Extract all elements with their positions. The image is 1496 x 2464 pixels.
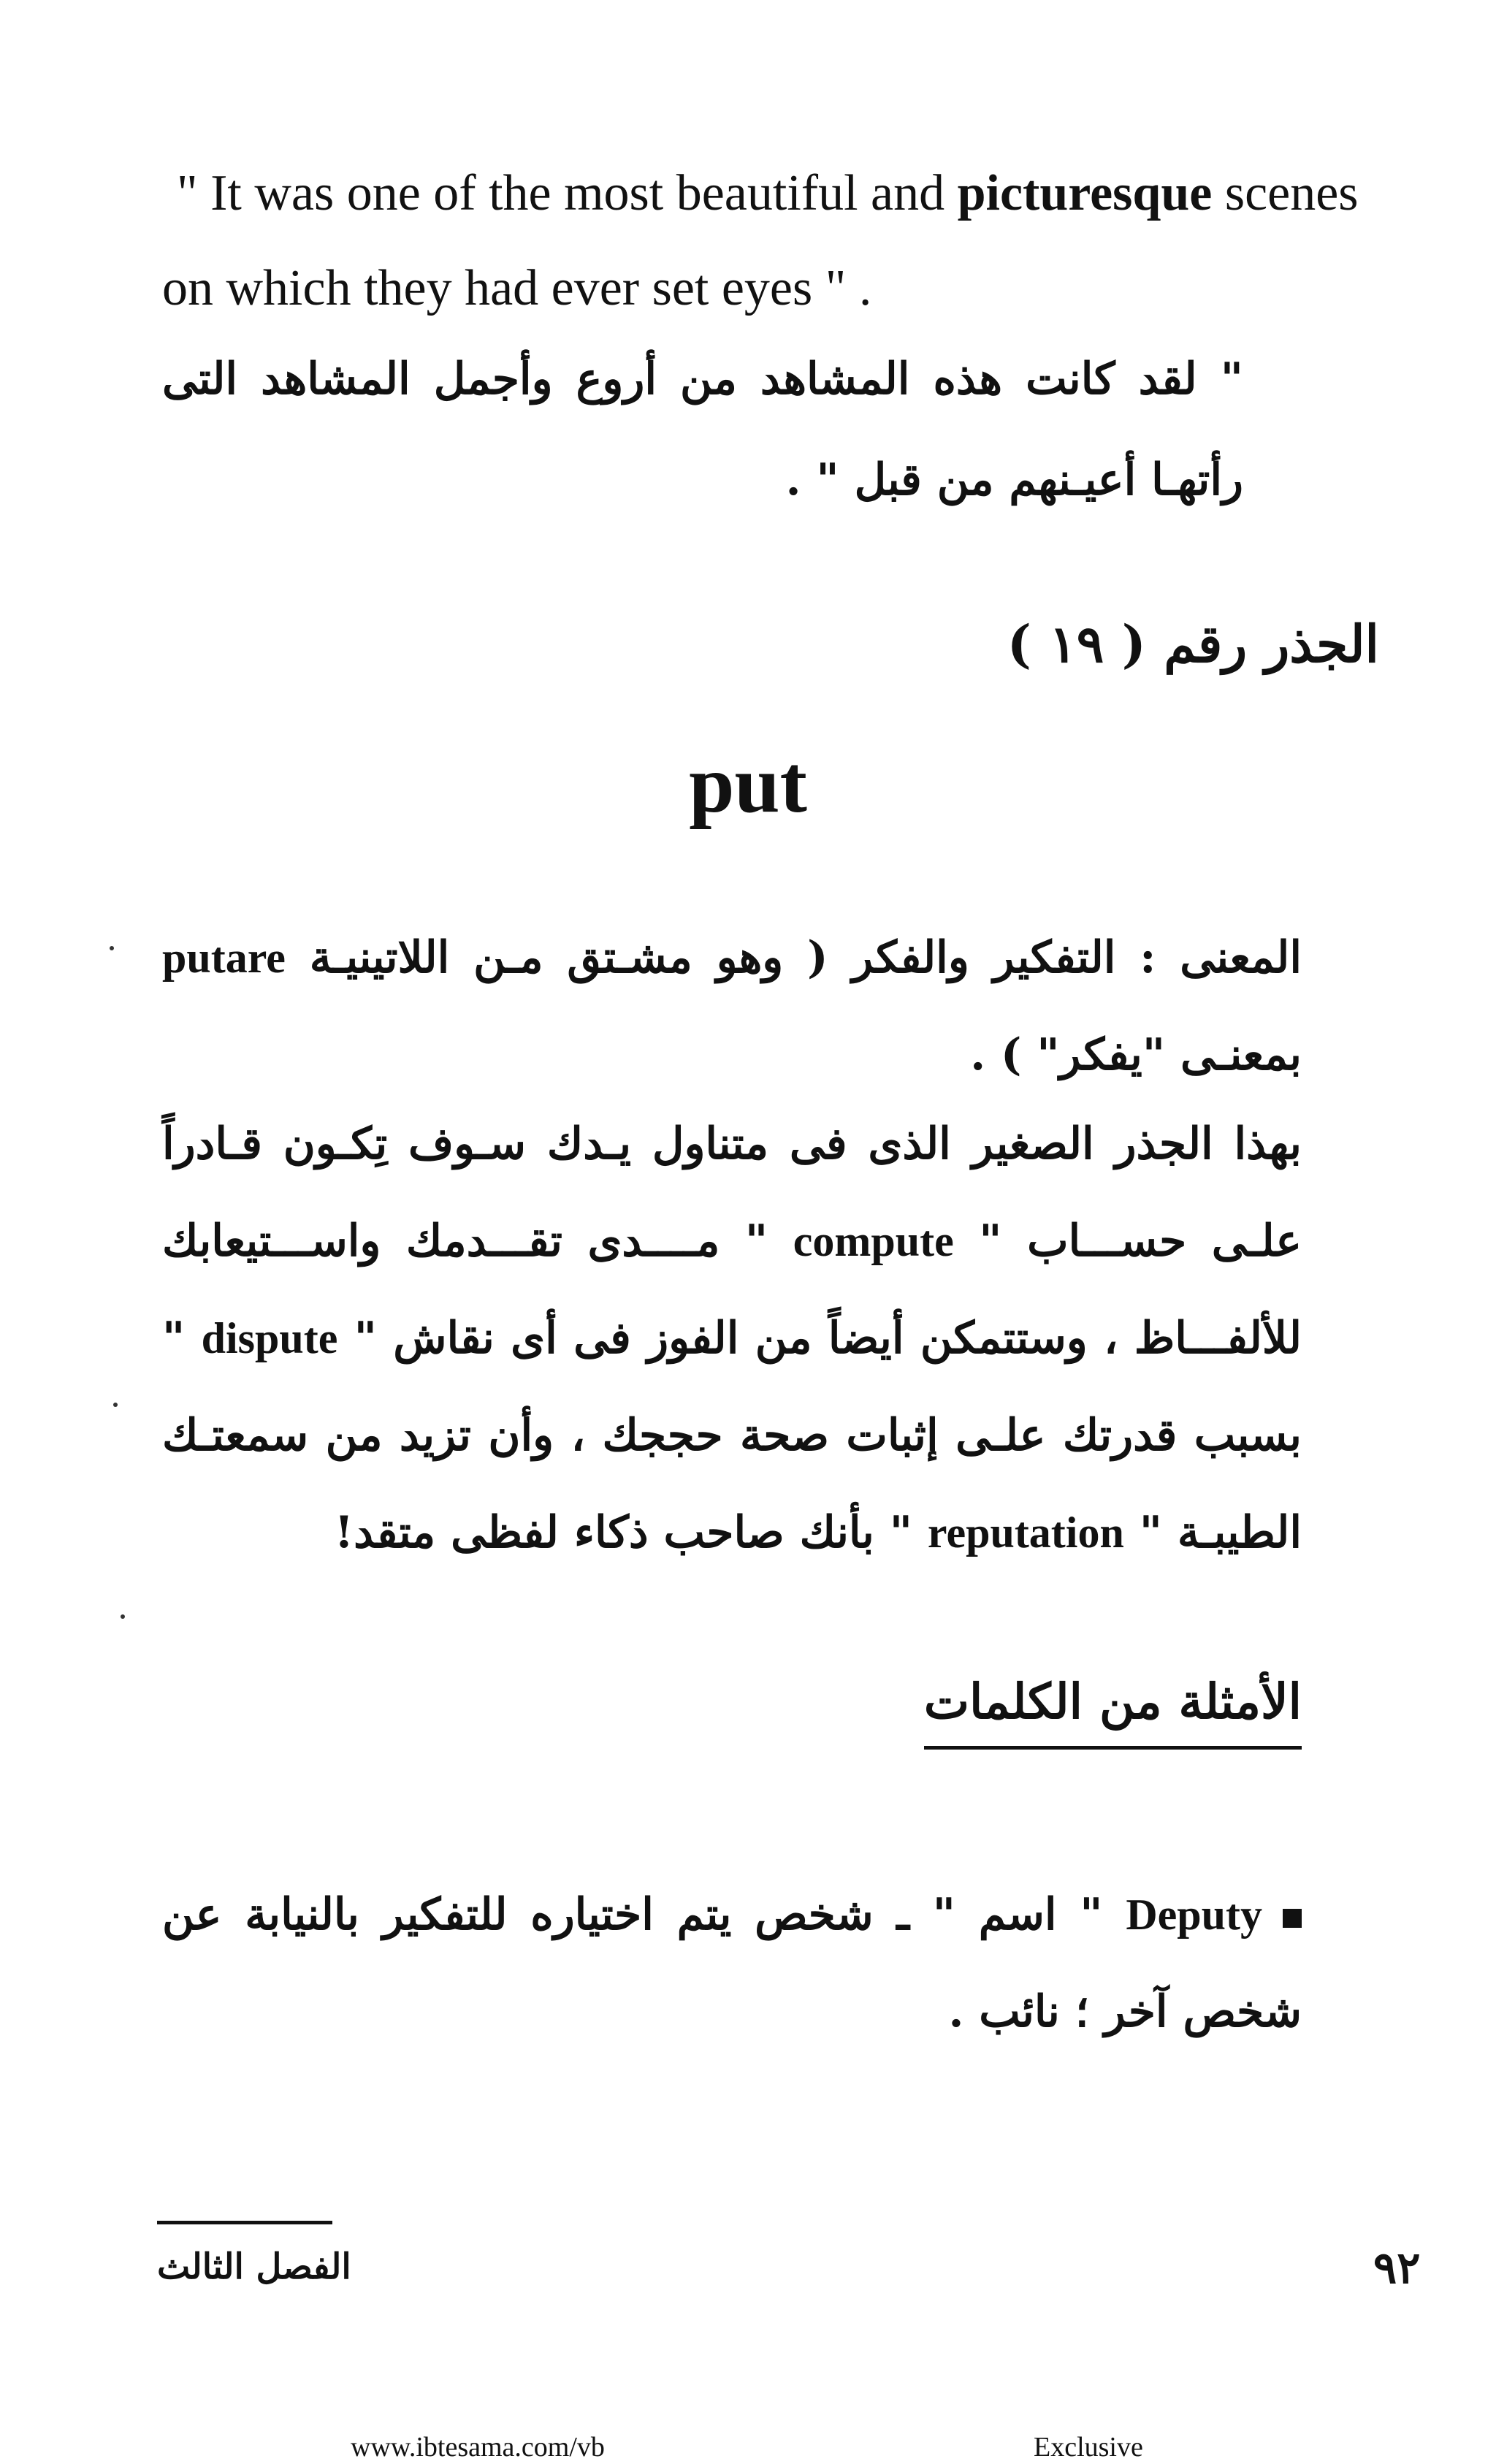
explanation-paragraph: بهذا الجذر الصغير الذى فى متناول يـدك سـوف تِكـون قـادراً علـى حســـاب " compute " مــــدى تقـــدمك واســـتيعابك للألفـــاظ ، وستتمكن أيضاً من الفوز فى أى نقاش " dispute " بسبب قدرتك علـى إثبات صحة حججك ، وأن تزيد من سمعتـك الطيبـة " reputation " بأنك صاحب ذكاء لفظى متقد!: [162, 1118, 1302, 1558]
quote-line-2: on which they had ever set eyes " .: [162, 260, 872, 316]
square-bullet-icon: [1283, 1909, 1302, 1928]
term-dispute: dispute: [201, 1314, 338, 1362]
footer-divider: [157, 2221, 332, 2224]
term-compute: compute: [793, 1217, 954, 1265]
root-number-label: الجذر رقم ( ١٩ ): [1007, 614, 1379, 674]
meaning-paragraph: المعنى : التفكير والفكر ( وهو مشـتق مـن اللاتينيـة putare بمعنـى "يفكر" ) .: [162, 932, 1302, 1080]
highlighted-word: picturesque: [957, 165, 1213, 221]
example-word: Deputy: [1126, 1891, 1263, 1939]
quote-line-1: " It was one of the most beautiful and picturesque scenes: [177, 165, 1359, 221]
example-definition: " اسم " ـ شخص يتم اختياره للتفكير بالنيابة عن شخص آخر ؛ نائب .: [162, 1889, 1302, 2037]
root-word-heading: put: [689, 739, 807, 830]
term-reputation: reputation: [927, 1508, 1124, 1557]
latin-word: putare: [162, 934, 286, 982]
arabic-quote-translation: " لقد كانت هذه المشاهد من أروع وأجمل المشاهد التى رأتهـا أعيـنهم من قبل " .: [162, 354, 1243, 506]
scan-speck: [113, 1403, 118, 1407]
website-watermark: www.ibtesama.com/vb: [351, 2432, 605, 2463]
exclusive-watermark: Exclusive: [1034, 2432, 1143, 2463]
english-example-quote: [162, 146, 1359, 336]
section-heading: الأمثلة من الكلمات: [924, 1673, 1302, 1750]
scan-speck: [121, 1614, 125, 1619]
example-entry: [162, 1866, 1302, 2061]
page-number: ٩٢: [1373, 2243, 1421, 2294]
chapter-label: الفصل الثالث: [157, 2246, 351, 2287]
scan-speck: [110, 946, 114, 950]
